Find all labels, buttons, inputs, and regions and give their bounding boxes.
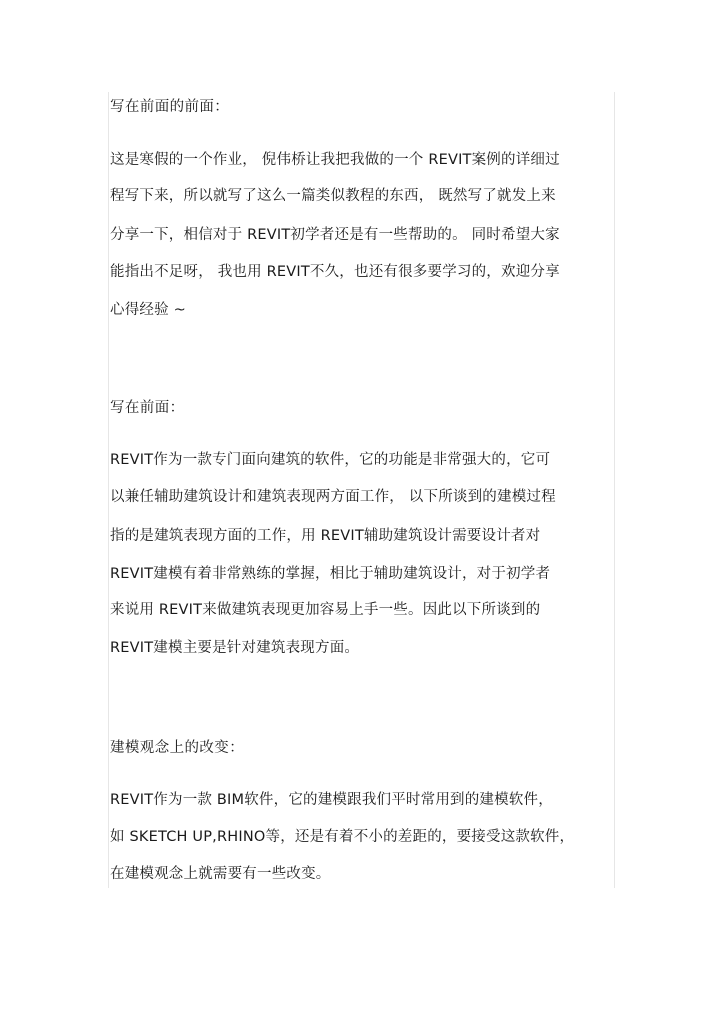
left-margin-rule [108,92,109,888]
paragraph-line: 以兼任辅助建筑设计和建筑表现两方面工作， 以下所谈到的建模过程 [110,489,556,505]
paragraph-line: REVIT建模主要是针对建筑表现方面。 [110,640,360,656]
section-heading-modeling-mindset: 建模观念上的改变： [110,740,245,756]
paragraph-line: 在建模观念上就需要有一些改变。 [110,866,331,882]
paragraph-line: 程写下来，所以就写了这么一篇类似教程的东西， 既然写了就发上来 [110,188,556,204]
paragraph-line: 来说用 REVIT来做建筑表现更加容易上手一些。因此以下所谈到的 [110,602,541,618]
section-heading-preface: 写在前面： [110,400,185,416]
paragraph-line: 能指出不足呀， 我也用 REVIT不久，也还有很多要学习的，欢迎分享 [110,264,560,280]
paragraph-line: 这是寒假的一个作业， 倪伟桥让我把我做的一个 REVIT案例的详细过 [110,152,560,168]
right-margin-rule [614,92,615,888]
paragraph-line: 如 SKETCH UP,RHINO等，还是有着不小的差距的，要接受这款软件， [110,829,575,845]
paragraph-line: 指的是建筑表现方面的工作，用 REVIT辅助建筑设计需要设计者对 [110,528,541,544]
section-heading-preface-of-preface: 写在前面的前面： [110,99,230,115]
paragraph-line: REVIT建模有着非常熟练的掌握，相比于辅助建筑设计，对于初学者 [110,566,551,582]
paragraph-line: REVIT作为一款专门面向建筑的软件，它的功能是非常强大的，它可 [110,452,551,468]
paragraph-line: REVIT作为一款 BIM软件，它的建模跟我们平时常用到的建模软件， [110,792,553,808]
paragraph-line: 心得经验 ~ [110,302,186,318]
paragraph-line: 分享一下，相信对于 REVIT初学者还是有一些帮助的。 同时希望大家 [110,227,560,243]
